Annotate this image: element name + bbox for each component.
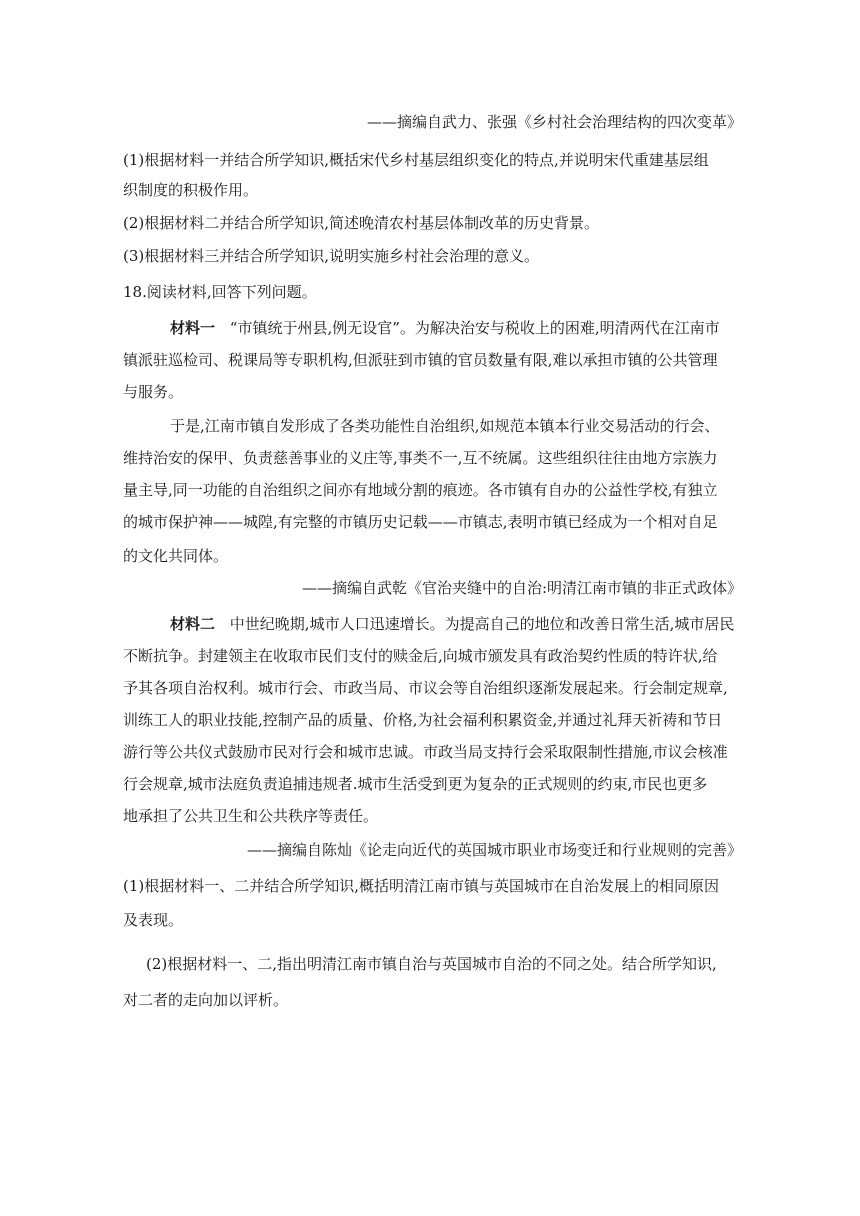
material-one-first-line: [170, 318, 720, 338]
material-two-line: 不断抗争。封建领主在收取市民们支付的赎金后,向城市颁发具有政治契约性质的特许状,给: [123, 647, 718, 665]
material-one-line: 与服务。: [123, 383, 184, 401]
material-two-line: 训练工人的职业技能,控制产品的质量、价格,为社会福利积累资金,并通过礼拜天祈祷和节日: [123, 711, 723, 729]
material-one-p2-first: 于是,江南市镇自发形成了各类功能性自治组织,如规范本镇本行业交易活动的行会、: [170, 417, 720, 435]
material-two-line: 行会规章,城市法庭负责追捕违规者.城市生活受到更为复杂的正式规则的约束,市民也更多: [123, 775, 708, 793]
material-one-p2-line: 的文化共同体。: [123, 547, 229, 565]
source-citation-top: ——摘编自武力、张强《乡村社会治理结构的四次变革》: [366, 113, 742, 131]
q18-part2-line2: 对二者的走向加以评析。: [123, 991, 289, 1009]
material-two-source: ——摘编自陈灿《论走向近代的英国城市职业市场变迁和行业规则的完善》: [246, 841, 742, 859]
material-one-text: “市镇统于州县,例无设官”。为解决治安与税收上的困难,明清两代在江南市: [229, 319, 720, 337]
q18-part2-line1: (2)根据材料一、二,指出明清江南市镇自治与英国城市自治的不同之处。结合所学知识,: [146, 955, 717, 973]
material-one-p2-line: 量主导,同一功能的自治组织之间亦有地域分割的痕迹。各市镇有自办的公益性学校,有独立: [123, 481, 718, 499]
material-one-source: ——摘编自武乾《官治夹缝中的自治:明清江南市镇的非正式政体》: [301, 579, 742, 597]
q17-part1-line2: 织制度的积极作用。: [123, 181, 259, 199]
material-two-first-line: [170, 614, 734, 634]
material-two-text: 中世纪晚期,城市人口迅速增长。为提高自己的地位和改善日常生活,城市居民: [229, 615, 735, 633]
material-one-line: 镇派驻巡检司、税课局等专职机构,但派驻到市镇的官员数量有限,难以承担市镇的公共管理: [123, 351, 718, 369]
material-one-label: 材料一: [170, 319, 216, 337]
q17-part2: (2)根据材料二并结合所学知识,简述晚清农村基层体制改革的历史背景。: [123, 214, 600, 232]
material-one-p2-line: 维持治安的保甲、负责慈善事业的义庄等,事类不一,互不统属。这些组织往往由地方宗族力: [123, 449, 718, 467]
material-two-line: 地承担了公共卫生和公共秩序等责任。: [123, 807, 379, 825]
q18-heading: 18.阅读材料,回答下列问题。: [123, 283, 317, 301]
material-one-p2-line: 的城市保护神——城隍,有完整的市镇历史记载——市镇志,表明市镇已经成为一个相对自足: [123, 513, 718, 531]
material-two-line: 予其各项自治权利。城市行会、市政当局、市议会等自治组织逐渐发展起来。行会制定规章,: [123, 679, 728, 697]
q17-part3: (3)根据材料三并结合所学知识,说明实施乡村社会治理的意义。: [123, 247, 540, 265]
material-two-line: 游行等公共仪式鼓励市民对行会和城市忠诚。市政当局支持行会采取限制性措施,市议会核准: [123, 743, 728, 761]
q18-part1-line1: (1)根据材料一、二并结合所学知识,概括明清江南市镇与英国城市在自治发展上的相同原因: [123, 877, 720, 895]
material-two-label: 材料二: [170, 615, 216, 633]
q17-part1-line1: (1)根据材料一并结合所学知识,概括宋代乡村基层组织变化的特点,并说明宋代重建基层组: [123, 151, 709, 169]
q18-part1-line2: 及表现。: [123, 911, 184, 929]
